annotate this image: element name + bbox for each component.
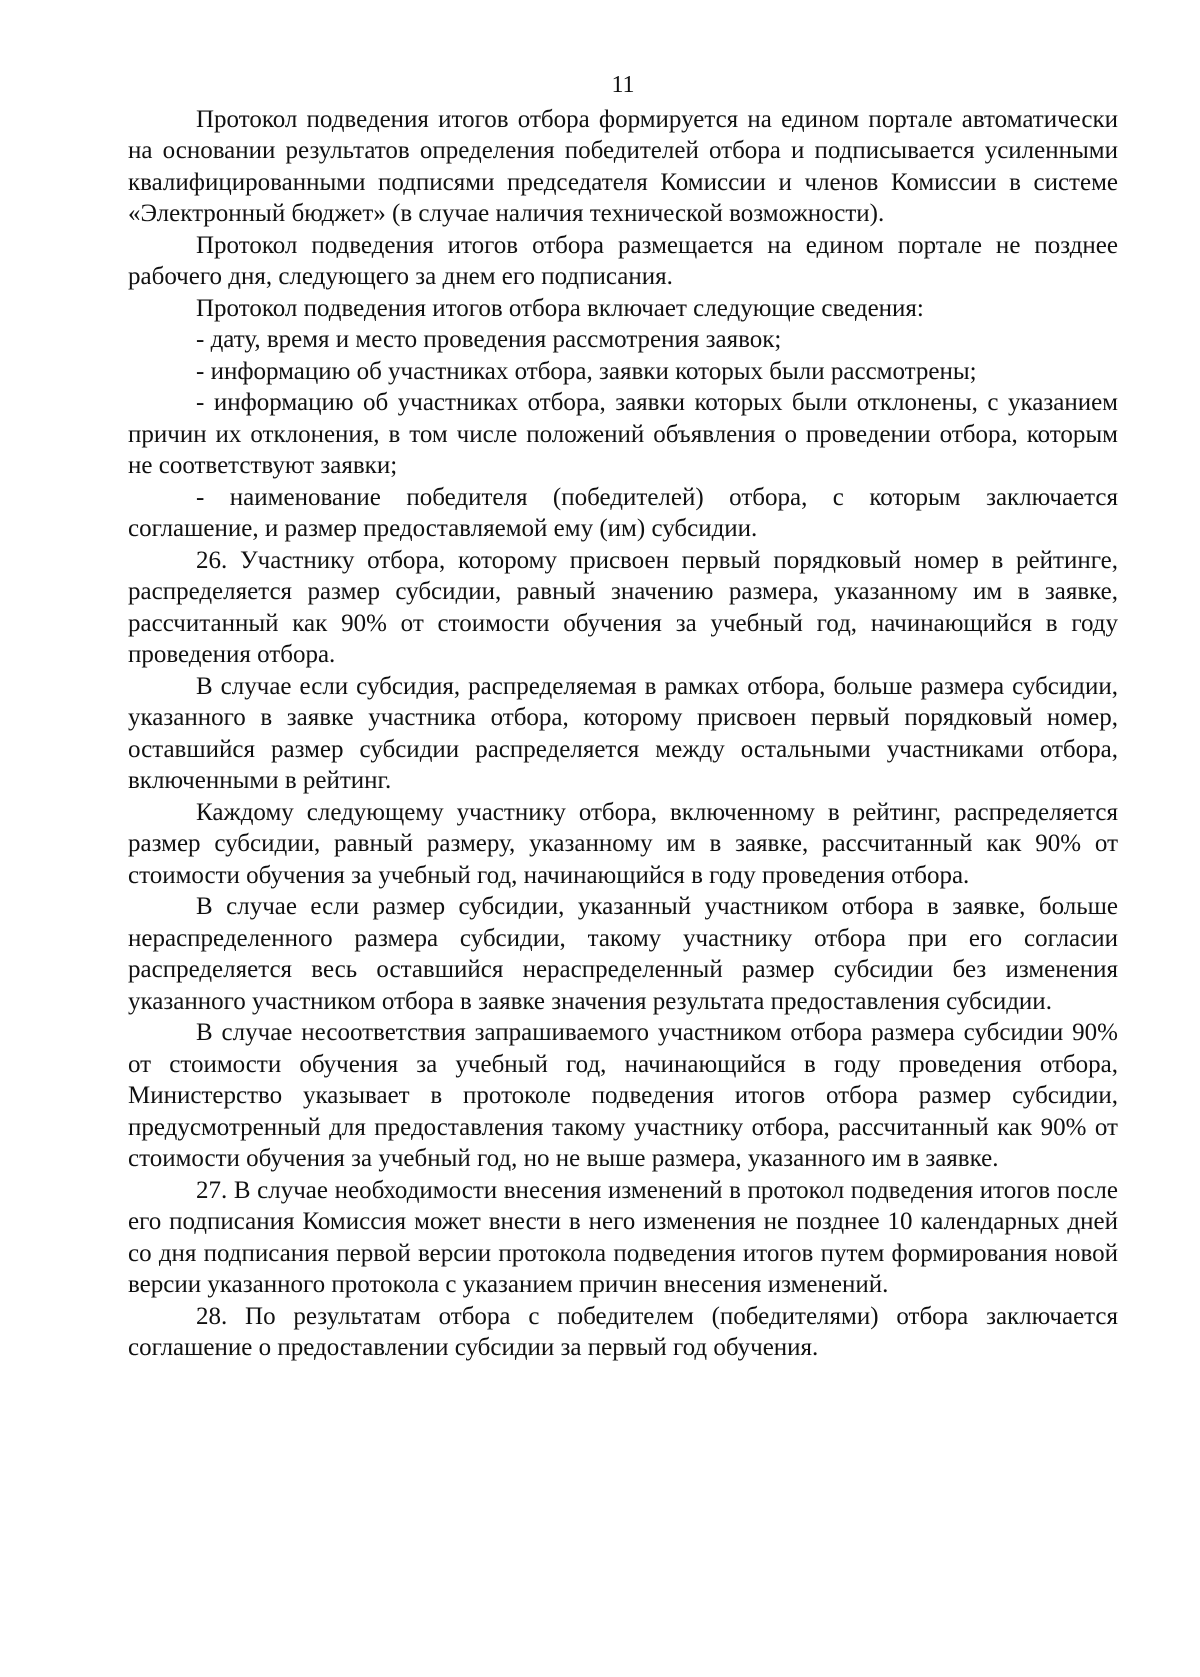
- paragraph-protocol-publication: Протокол подведения итогов отбора размещается на едином портале не позднее рабочего дня, следующего за днем его подписания.: [128, 231, 1118, 290]
- list-item-reviewed-participants: - информацию об участниках отбора, заявки которых были рассмотрены;: [196, 357, 977, 385]
- list-item-rejected-participants: - информацию об участниках отбора, заявки которых были отклонены, с указанием причин их отклонения, в том числе положений объявления о проведении отбора, которым не соответствуют заявки;: [128, 389, 1118, 479]
- paragraph-protocol-formation: Протокол подведения итогов отбора формируется на едином портале автоматически на основании результатов определения победителей отбора и подписывается усиленными квалифицированными подписями председателя Комиссии и членов Комиссии в системе «Электронный бюджет» (в случае наличия технической возможности).: [128, 105, 1118, 227]
- paragraph-protocol-contents: Протокол подведения итогов отбора включает следующие сведения:: [196, 294, 924, 322]
- list-item-winner-name: - наименование победителя (победителей) отбора, с которым заключается соглашение, и размер предоставляемой ему (им) субсидии.: [128, 483, 1118, 542]
- clause-28: 28. По результатам отбора с победителем (победителями) отбора заключается соглашение о предоставлении субсидии за первый год обучения.: [128, 1302, 1118, 1361]
- paragraph-remaining-subsidy: В случае если субсидия, распределяемая в рамках отбора, больше размера субсидии, указанного в заявке участника отбора, которому присвоен первый порядковый номер, оставшийся размер субсидии распределяется между остальными участниками отбора, включенными в рейтинг.: [128, 672, 1118, 794]
- paragraph-mismatch-case: В случае несоответствия запрашиваемого участником отбора размера субсидии 90% от стоимости обучения за учебный год, начинающийся в году проведения отбора, Министерство указывает в протоколе подведения итогов отбора размер субсидии, предусмотренный для предоставления такому участнику отбора, рассчитанный как 90% от стоимости обучения за учебный год, но не выше размера, указанного им в заявке.: [128, 1019, 1118, 1172]
- list-item-date-time-place: - дату, время и место проведения рассмотрения заявок;: [196, 326, 782, 353]
- clause-26: 26. Участнику отбора, которому присвоен первый порядковый номер в рейтинге, распределяется размер субсидии, равный значению размера, указанному им в заявке, рассчитанный как 90% от стоимости обучения за учебный год, начинающийся в году проведения отбора.: [128, 546, 1118, 668]
- paragraph-each-next-participant: Каждому следующему участнику отбора, включенному в рейтинг, распределяется размер субсидии, равный размеру, указанному им в заявке, рассчитанный как 90% от стоимости обучения за учебный год, начинающийся в году проведения отбора.: [128, 798, 1118, 889]
- paragraph-undistributed-subsidy: В случае если размер субсидии, указанный участником отбора в заявке, больше нераспределенного размера субсидии, такому участнику отбора при его согласии распределяется весь оставшийся нераспределенный размер субсидии без изменения указанного участником отбора в заявке значения результата предоставления субсидии.: [128, 893, 1118, 1015]
- clause-27: 27. В случае необходимости внесения изменений в протокол подведения итогов после его подписания Комиссия может внести в него изменения не позднее 10 календарных дней со дня подписания первой версии протокола подведения итогов путем формирования новой версии указанного протокола с указанием причин внесения изменений.: [128, 1176, 1118, 1298]
- page-number: 11: [611, 72, 635, 98]
